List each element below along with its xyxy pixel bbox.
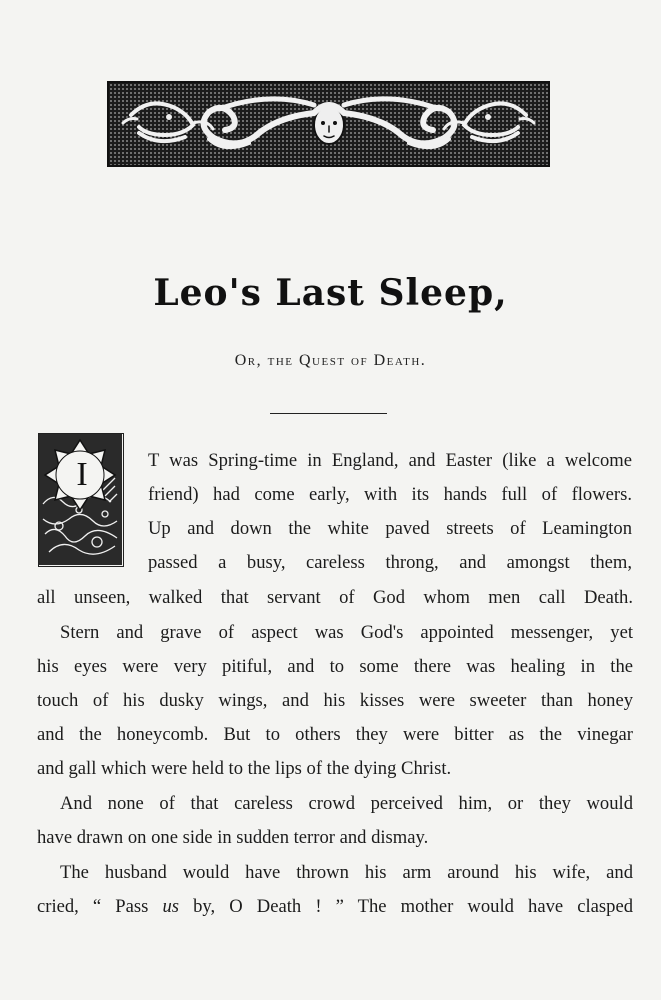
text-line: passed a busy, careless throng, and amongst them, (148, 552, 632, 573)
text-line: And none of that careless crowd perceived him, or they would (60, 793, 633, 814)
text-fragment: cried, “ Pass (37, 896, 163, 917)
drop-cap-floral-frame (39, 434, 122, 565)
text-line: and gall which were held to the lips of the dying Christ. (37, 758, 452, 779)
text-line: all unseen, walked that servant of God whom men call Death. (37, 587, 633, 608)
text-line: friend) had come early, with its hands full of flowers. (148, 484, 632, 505)
chapter-title: Leo's Last Sleep, (153, 272, 508, 314)
text-line: Stern and grave of aspect was God's appointed messenger, yet (60, 622, 633, 643)
title-divider (270, 413, 387, 414)
headpiece-scroll-ornament (109, 83, 548, 165)
text-line: T was Spring-time in England, and Easter (like a welcome (148, 450, 632, 471)
text-line: have drawn on one side in sudden terror and dismay. (37, 827, 429, 848)
chapter-subtitle: Or, the Quest of Death. (234, 352, 427, 369)
text-line: touch of his dusky wings, and his kisses were sweeter than honey (37, 690, 633, 711)
drop-cap-ornament (38, 433, 124, 567)
drop-cap-letter: I (76, 456, 88, 493)
text-line: and the honeycomb. But to others they were bitter as the vinegar (37, 724, 633, 745)
text-line: his eyes were very pitiful, and to some there was healing in the (37, 656, 633, 677)
emphasis-text: us (162, 896, 180, 917)
text-line: Up and down the white paved streets of Leamington (148, 518, 632, 539)
text-line: The husband would have thrown his arm around his wife, and (60, 862, 633, 883)
ornamental-headpiece (107, 81, 550, 167)
text-fragment: by, O Death ! ” The mother would have clasped (179, 896, 633, 917)
text-line-last (37, 895, 633, 919)
